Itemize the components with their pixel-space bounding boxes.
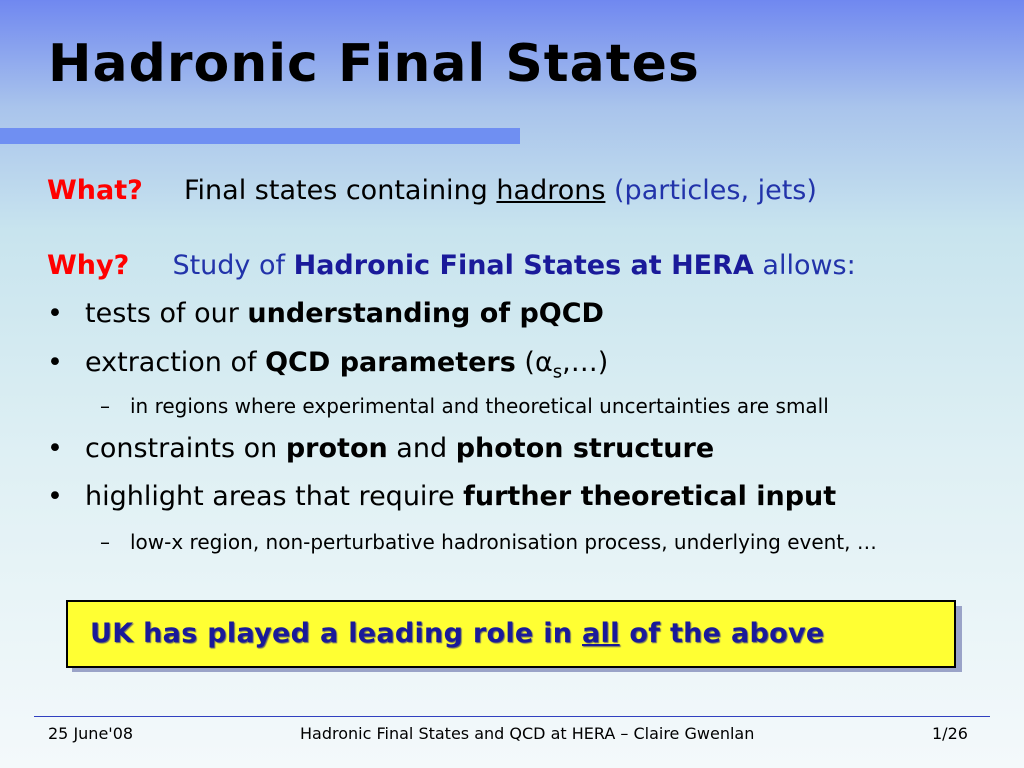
why-post: allows: <box>753 250 856 281</box>
subbullet-dash: – <box>100 530 110 554</box>
what-label: What? <box>47 175 143 206</box>
bullet-bold: photon structure <box>455 433 715 464</box>
footer-center: Hadronic Final States and QCD at HERA – Claire Gwenlan <box>300 724 755 743</box>
alpha-symbol: α <box>534 347 553 378</box>
callout-box <box>66 600 956 668</box>
bullet-dot: • <box>47 298 63 329</box>
bullet-dot: • <box>47 433 63 464</box>
bullet-text: and <box>387 433 456 464</box>
bullet-item <box>47 298 604 329</box>
alpha-subscript: s <box>552 361 563 383</box>
why-label: Why? <box>47 250 130 281</box>
bullet-item <box>47 347 608 382</box>
bullet-dot: • <box>47 347 63 378</box>
title-underline-bar <box>0 128 520 144</box>
callout-pre: UK has played a leading role in <box>90 618 583 649</box>
bullet-text: extraction of <box>85 347 266 378</box>
bullet-text: ( <box>515 347 535 378</box>
bullet-bold: proton <box>285 433 388 464</box>
slide-title: Hadronic Final States <box>48 34 700 94</box>
what-text: Final states containing <box>183 175 497 206</box>
bullet-bold: understanding of pQCD <box>247 298 604 329</box>
bullet-bold: QCD parameters <box>265 347 516 378</box>
subbullet-text: low-x region, non-perturbative hadronisation process, underlying event, … <box>130 530 877 554</box>
callout-text <box>90 618 825 649</box>
what-line <box>47 175 817 206</box>
subbullet-item <box>100 530 877 554</box>
footer-rule <box>34 716 990 717</box>
bullet-dot: • <box>47 481 63 512</box>
subbullet-text: in regions where experimental and theoretical uncertainties are small <box>130 394 829 418</box>
bullet-text: ,…) <box>562 347 609 378</box>
subbullet-item <box>100 394 829 418</box>
subbullet-dash: – <box>100 394 110 418</box>
bullet-bold: further theoretical input <box>463 481 837 512</box>
why-pre: Study of <box>172 250 294 281</box>
bullet-item <box>47 481 836 512</box>
bullet-text: tests of our <box>85 298 248 329</box>
footer-date: 25 June'08 <box>48 724 134 743</box>
why-line <box>47 250 856 281</box>
callout-all: all <box>582 618 620 649</box>
footer-page: 1/26 <box>932 724 968 743</box>
bullet-text: highlight areas that require <box>85 481 464 512</box>
bullet-item <box>47 433 714 464</box>
what-aside: (particles, jets) <box>614 175 817 206</box>
what-hadrons: hadrons <box>496 175 606 206</box>
callout-post: of the above <box>619 618 825 649</box>
bullet-text: constraints on <box>85 433 286 464</box>
why-bold: Hadronic Final States at HERA <box>293 250 754 281</box>
